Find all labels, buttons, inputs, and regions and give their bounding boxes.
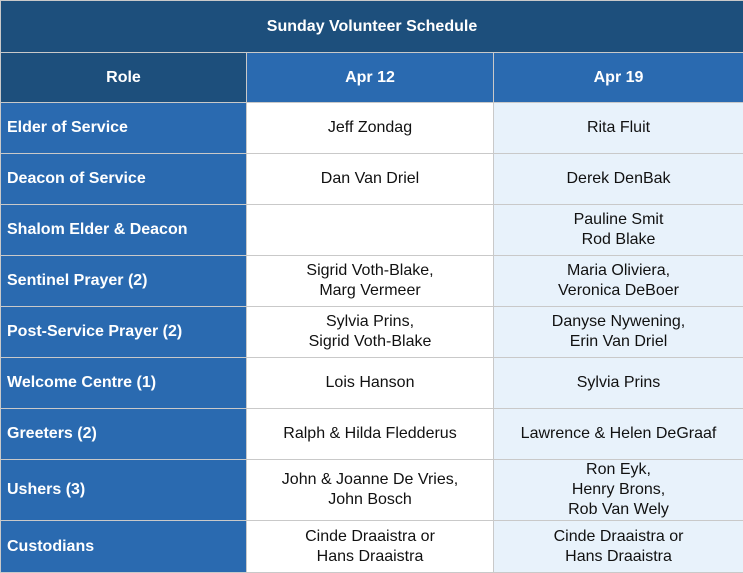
apr-19-cell <box>494 205 743 256</box>
volunteer-name: Hans Draaistra <box>500 547 737 567</box>
table-row <box>1 409 743 460</box>
volunteer-name: Rob Van Wely <box>500 500 737 520</box>
volunteer-name: Hans Draaistra <box>253 547 487 567</box>
volunteer-name: John Bosch <box>253 490 487 510</box>
apr-12-cell <box>247 256 494 307</box>
role-cell: Shalom Elder & Deacon <box>1 205 247 256</box>
table-row <box>1 154 743 205</box>
table-row <box>1 205 743 256</box>
volunteer-name: Sigrid Voth-Blake <box>253 332 487 352</box>
apr-19-cell <box>494 307 743 358</box>
volunteer-name: Cinde Draaistra or <box>500 527 737 547</box>
apr-12-cell <box>247 307 494 358</box>
role-cell: Ushers (3) <box>1 460 247 521</box>
volunteer-name: Erin Van Driel <box>500 332 737 352</box>
volunteer-name: Sigrid Voth-Blake, <box>253 261 487 281</box>
role-cell: Greeters (2) <box>1 409 247 460</box>
column-header-role: Role <box>1 53 247 103</box>
apr-12-cell <box>247 409 494 460</box>
volunteer-name: Danyse Nywening, <box>500 312 737 332</box>
volunteer-name: Rita Fluit <box>500 118 737 138</box>
volunteer-name: John & Joanne De Vries, <box>253 470 487 490</box>
volunteer-name: Rod Blake <box>500 230 737 250</box>
apr-12-cell <box>247 205 494 256</box>
volunteer-name: Maria Oliviera, <box>500 261 737 281</box>
table-row <box>1 358 743 409</box>
volunteer-name: Lois Hanson <box>253 373 487 393</box>
volunteer-name: Marg Vermeer <box>253 281 487 301</box>
volunteer-name: Veronica DeBoer <box>500 281 737 301</box>
apr-19-cell <box>494 460 743 521</box>
apr-19-cell <box>494 358 743 409</box>
volunteer-name: Ralph & Hilda Fledderus <box>253 424 487 444</box>
schedule-body <box>1 103 743 573</box>
apr-19-cell <box>494 154 743 205</box>
apr-19-cell <box>494 521 743 573</box>
table-row <box>1 521 743 573</box>
role-cell: Elder of Service <box>1 103 247 154</box>
apr-19-cell <box>494 409 743 460</box>
apr-19-cell <box>494 103 743 154</box>
schedule-title: Sunday Volunteer Schedule <box>1 1 743 53</box>
volunteer-name: Derek DenBak <box>500 169 737 189</box>
volunteer-name: Sylvia Prins <box>500 373 737 393</box>
table-row <box>1 256 743 307</box>
apr-12-cell <box>247 358 494 409</box>
role-cell: Welcome Centre (1) <box>1 358 247 409</box>
apr-12-cell <box>247 154 494 205</box>
volunteer-name: Ron Eyk, <box>500 460 737 480</box>
table-row <box>1 460 743 521</box>
volunteer-name: Sylvia Prins, <box>253 312 487 332</box>
apr-12-cell <box>247 521 494 573</box>
volunteer-name: Cinde Draaistra or <box>253 527 487 547</box>
column-header-apr-19: Apr 19 <box>494 53 743 103</box>
role-cell: Sentinel Prayer (2) <box>1 256 247 307</box>
volunteer-name: Henry Brons, <box>500 480 737 500</box>
role-cell: Post-Service Prayer (2) <box>1 307 247 358</box>
title-row <box>1 1 743 53</box>
role-cell: Deacon of Service <box>1 154 247 205</box>
apr-12-cell <box>247 103 494 154</box>
header-row <box>1 53 743 103</box>
volunteer-name: Pauline Smit <box>500 210 737 230</box>
apr-12-cell <box>247 460 494 521</box>
apr-19-cell <box>494 256 743 307</box>
table-row <box>1 103 743 154</box>
volunteer-name: Lawrence & Helen DeGraaf <box>500 424 737 444</box>
role-cell: Custodians <box>1 521 247 573</box>
column-header-apr-12: Apr 12 <box>247 53 494 103</box>
volunteer-name: Jeff Zondag <box>253 118 487 138</box>
volunteer-name: Dan Van Driel <box>253 169 487 189</box>
table-row <box>1 307 743 358</box>
